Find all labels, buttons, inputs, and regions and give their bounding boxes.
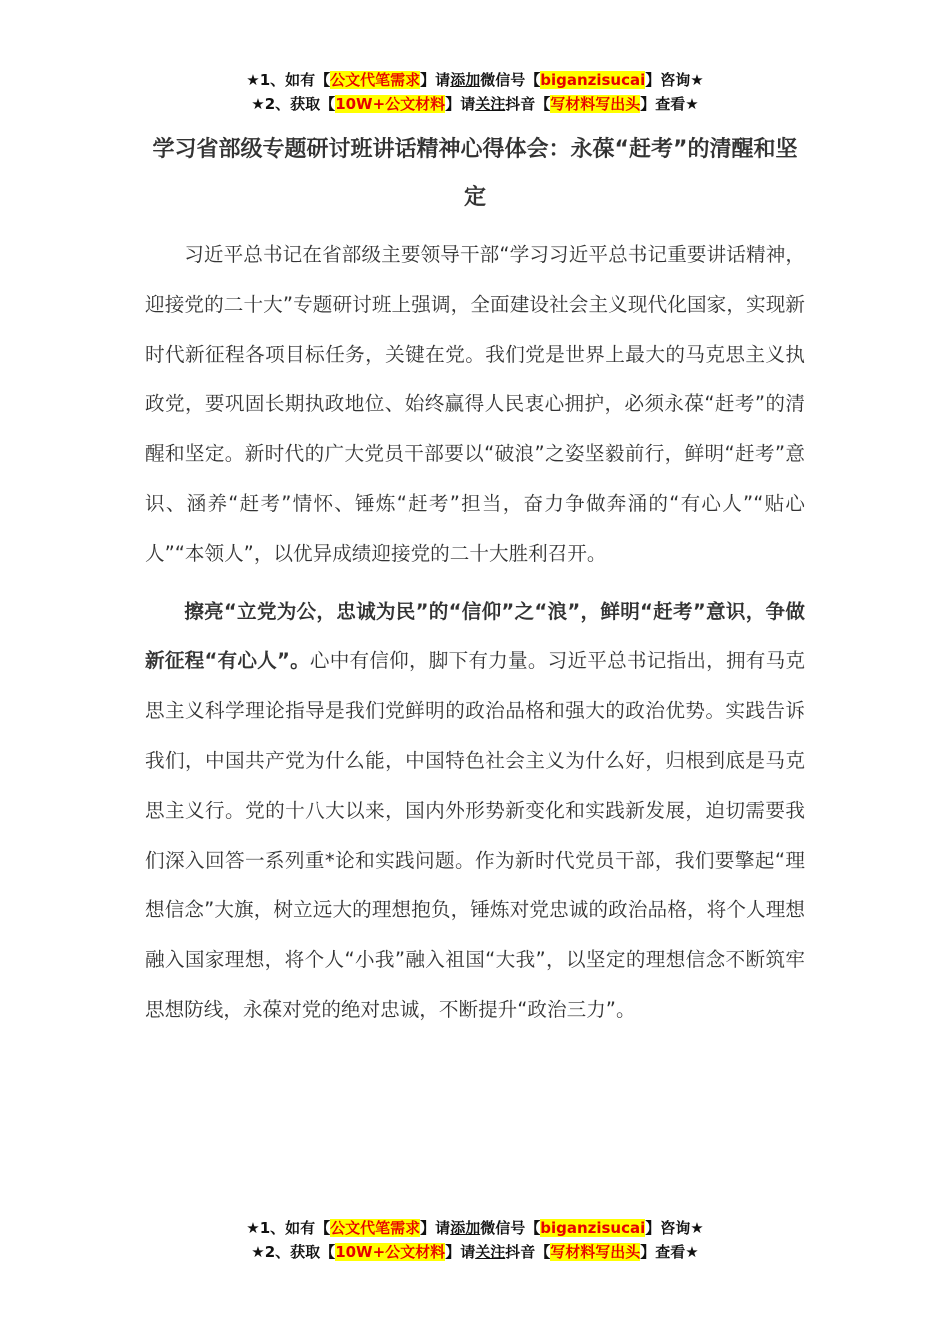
highlight-materials: 10W+公文材料	[335, 1243, 446, 1261]
notice-line-1: ★1、如有【公文代笔需求】请添加微信号【biganzisucai】咨询★	[246, 71, 704, 89]
paragraph-intro: 习近平总书记在省部级主要领导干部“学习习近平总书记重要讲话精神，迎接党的二十大”专题研讨班上强调，全面建设社会主义现代化国家，实现新时代新征程各项目标任务，关键在党。我们党是世界上最大的马克思主义执政党，要巩固长期执政地位、始终赢得人民衷心拥护，必须永葆“赶考”的清醒和坚定。新时代的广大党员干部要以“破浪”之姿坚毅前行，鲜明“赶考”意识、涵养“赶考”情怀、锤炼“赶考”担当，奋力争做奔涌的“有心人”“贴心人”“本领人”，以优异成绩迎接党的二十大胜利召开。	[145, 243, 805, 565]
header-notice	[0, 68, 950, 116]
highlight-materials: 10W+公文材料	[335, 95, 446, 113]
section-heading: 擦亮“立党为公，忠诚为民”的“信仰”之“浪”，鲜明“赶考”意识，争做新征程“有心人”。	[145, 599, 805, 673]
highlight-wechat-id: biganzisucai	[540, 71, 646, 89]
highlight-douyin: 写材料写出头	[550, 95, 641, 113]
notice-line-2: ★2、获取【10W+公文材料】请关注抖音【写材料写出头】查看★	[251, 95, 699, 113]
highlight-ghostwriting: 公文代笔需求	[330, 1219, 421, 1237]
paragraph-section-1: 擦亮“立党为公，忠诚为民”的“信仰”之“浪”，鲜明“赶考”意识，争做新征程“有心人”。心中有信仰，脚下有力量。习近平总书记指出，拥有马克思主义科学理论指导是我们党鲜明的政治品格和强大的政治优势。实践告诉我们，中国共产党为什么能，中国特色社会主义为什么好，归根到底是马克思主义行。党的十八大以来，国内外形势新变化和实践新发展，迫切需要我们深入回答一系列重*论和实践问题。作为新时代党员干部，我们要擎起“理想信念”大旗，树立远大的理想抱负，锤炼对党忠诚的政治品格，将个人理想融入国家理想，将个人“小我”融入祖国“大我”，以坚定的理想信念不断筑牢思想防线，永葆对党的绝对忠诚，不断提升“政治三力”。	[145, 599, 805, 1021]
notice-line-1: ★1、如有【公文代笔需求】请添加微信号【biganzisucai】咨询★	[246, 1219, 704, 1237]
notice-line-2: ★2、获取【10W+公文材料】请关注抖音【写材料写出头】查看★	[251, 1243, 699, 1261]
highlight-ghostwriting: 公文代笔需求	[330, 71, 421, 89]
document-title: 学习省部级专题研讨班讲话精神心得体会：永葆“赶考”的清醒和坚定	[152, 137, 798, 210]
highlight-wechat-id: biganzisucai	[540, 1219, 646, 1237]
highlight-douyin: 写材料写出头	[550, 1243, 641, 1261]
document-body	[145, 230, 805, 1043]
footer-notice	[0, 1216, 950, 1264]
